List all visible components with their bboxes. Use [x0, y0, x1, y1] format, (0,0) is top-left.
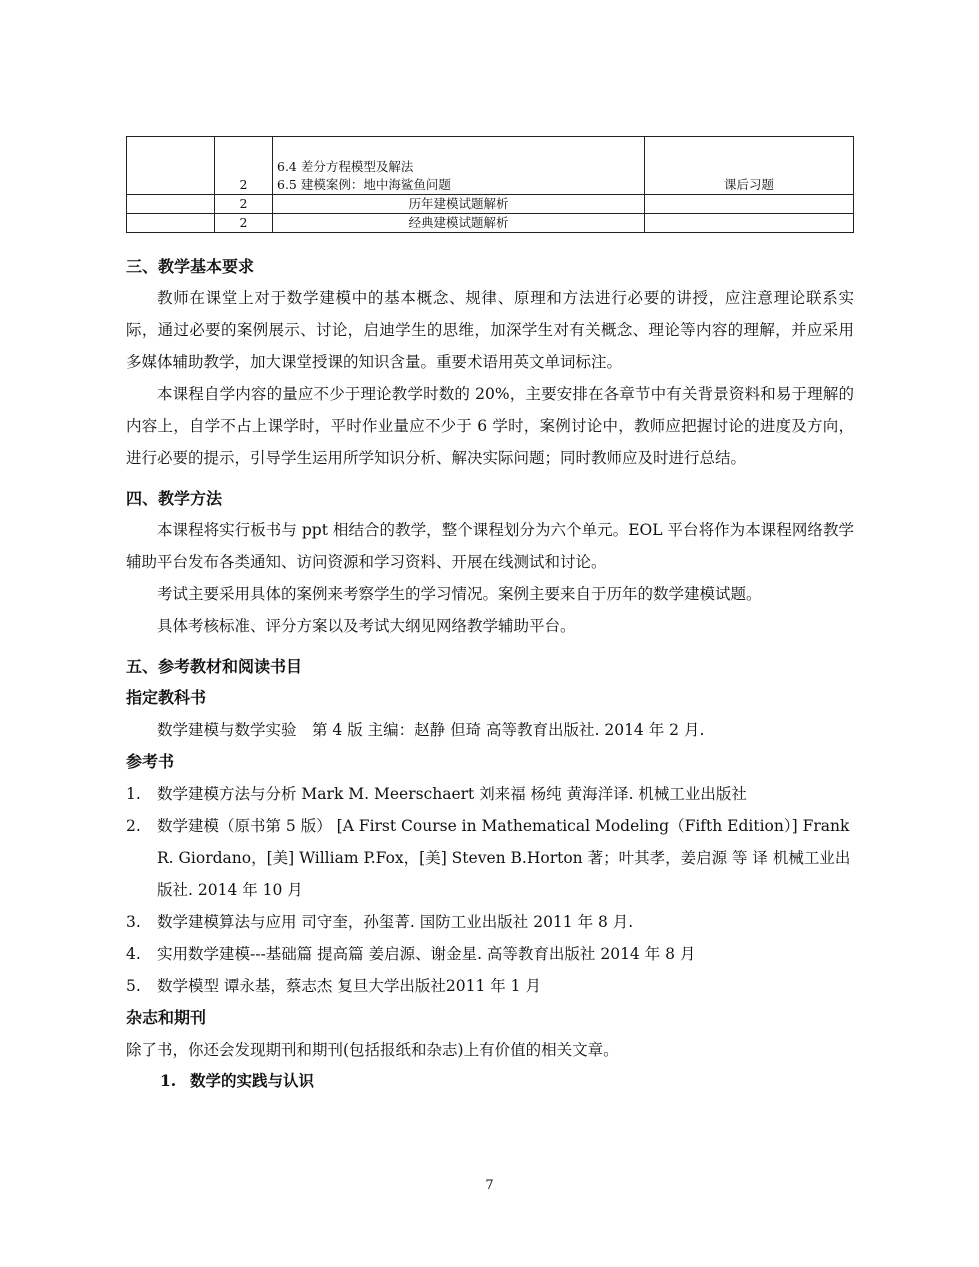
- reference-item: [126, 810, 854, 906]
- table-cell-hours: 2: [215, 214, 273, 233]
- table-cell-topics: 历年建模试题解析: [273, 195, 645, 214]
- reference-item: [126, 938, 854, 970]
- subsection-heading: 参考书: [126, 752, 175, 771]
- table-row: [127, 195, 854, 214]
- table-cell-topics: 经典建模试题解析: [273, 214, 645, 233]
- reference-item: [126, 906, 854, 938]
- section-heading: 三、教学基本要求: [126, 257, 255, 276]
- section-heading: 五、参考教材和阅读书目: [126, 657, 303, 676]
- table-cell-assignment: [645, 195, 854, 214]
- reference-text: 数学建模算法与应用 司守奎，孙玺菁. 国防工业出版社 2011 年 8 月.: [157, 913, 634, 931]
- paragraph: 教师在课堂上对于数学建模中的基本概念、规律、原理和方法进行必要的讲授，应注意理论联系实际，通过必要的案例展示、讨论，启迪学生的思维，加深学生对有关概念、理论等内容的理解，并应采用多媒体辅助教学，加大课堂授课的知识含量。重要术语用英文单词标注。: [126, 289, 854, 371]
- reference-number: 2.: [126, 817, 141, 835]
- subsection-heading: 杂志和期刊: [126, 1008, 207, 1027]
- topic-line: 6.4 差分方程模型及解法: [277, 159, 414, 174]
- journal-title: 数学的实践与认识: [190, 1071, 315, 1090]
- table-cell-hours: 2: [215, 137, 273, 195]
- reference-number: 5.: [126, 977, 141, 995]
- section-heading: 四、教学方法: [126, 489, 223, 508]
- table-cell-blank: [127, 214, 215, 233]
- reference-item: [126, 778, 854, 810]
- reference-number: 1.: [126, 785, 141, 803]
- reference-item: [126, 970, 854, 1002]
- topic-line: 6.5 建模案例：地中海鲨鱼问题: [277, 177, 451, 192]
- table-cell-topics: [273, 137, 645, 195]
- journal-item: [126, 1066, 854, 1096]
- textbook-entry: 数学建模与数学实验 第 4 版 主编：赵静 但琦 高等教育出版社. 2014 年 2 月.: [157, 721, 705, 739]
- schedule-table: [126, 136, 854, 233]
- table-cell-blank: [127, 195, 215, 214]
- table-cell-blank: [127, 137, 215, 195]
- paragraph: 除了书，你还会发现期刊和期刊(包括报纸和杂志)上有价值的相关文章。: [126, 1041, 619, 1059]
- journal-number: 1.: [160, 1071, 177, 1090]
- reference-text: 数学建模（原书第 5 版） [A First Course in Mathematical Modeling（Fifth Edition）] Frank R. Giordano，[美] William P.Fox，[美] Steven B.Horton 著；叶其孝，姜启源 等 译 机械工业出版社. 2014 年 10 月: [157, 817, 851, 899]
- reference-text: 数学模型 谭永基，蔡志杰 复旦大学出版社2011 年 1 月: [157, 977, 541, 995]
- table-row: [127, 137, 854, 195]
- reference-text: 实用数学建模---基础篇 提高篇 姜启源、谢金星. 高等教育出版社 2014 年 8 月: [157, 945, 696, 963]
- paragraph: 考试主要采用具体的案例来考察学生的学习情况。案例主要来自于历年的数学建模试题。: [157, 585, 762, 603]
- reference-number: 3.: [126, 913, 141, 931]
- page-number: 7: [485, 1178, 494, 1193]
- reference-number: 4.: [126, 945, 141, 963]
- table-cell-assignment: [645, 214, 854, 233]
- paragraph: 具体考核标准、评分方案以及考试大纲见网络教学辅助平台。: [157, 617, 576, 635]
- paragraph: 本课程将实行板书与 ppt 相结合的教学，整个课程划分为六个单元。EOL 平台将作为本课程网络教学辅助平台发布各类通知、访问资源和学习资料、开展在线测试和讨论。: [126, 521, 854, 571]
- subsection-heading: 指定教科书: [126, 688, 207, 707]
- table-cell-assignment: 课后习题: [645, 137, 854, 195]
- reference-text: 数学建模方法与分析 Mark M. Meerschaert 刘来福 杨纯 黄海洋译. 机械工业出版社: [157, 785, 747, 803]
- table-row: [127, 214, 854, 233]
- document-body: [126, 252, 854, 1096]
- table-cell-hours: 2: [215, 195, 273, 214]
- paragraph: 本课程自学内容的量应不少于理论教学时数的 20%，主要安排在各章节中有关背景资料和易于理解的内容上，自学不占上课学时，平时作业量应不少于 6 学时，案例讨论中，教师应把握讨论的进度及方向，进行必要的提示，引导学生运用所学知识分析、解决实际问题；同时教师应及时进行总结。: [126, 385, 854, 467]
